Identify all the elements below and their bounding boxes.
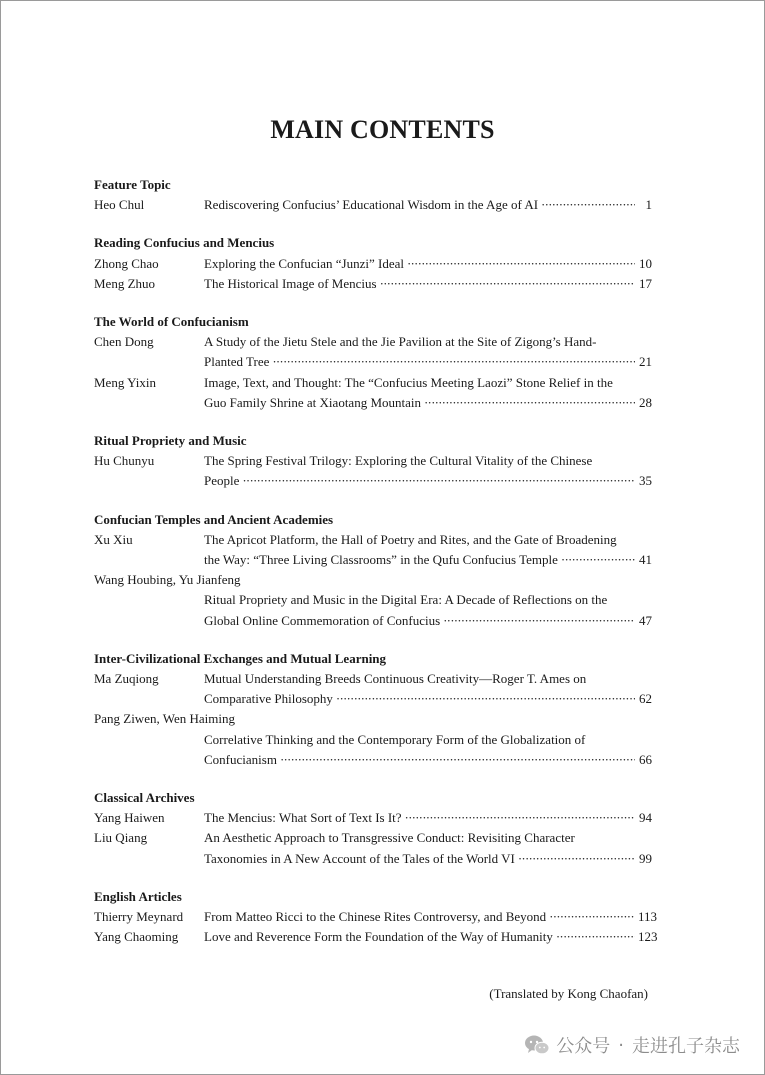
entry-title: [204, 254, 652, 274]
toc-entry[interactable]: [94, 332, 652, 372]
entry-title-line: Global Online Commemoration of Confucius: [204, 612, 441, 628]
entry-title: [204, 730, 652, 770]
entry-title: [204, 907, 658, 927]
entry-title-line: From Matteo Ricci to the Chinese Rites Controversy, and Beyond: [204, 909, 547, 925]
toc-section: [94, 312, 652, 413]
leader-dots: [405, 808, 635, 828]
watermark-separator: ·: [618, 1034, 624, 1056]
entry-title: [204, 373, 652, 413]
page-number: 10: [639, 255, 652, 271]
page-number: 17: [639, 275, 652, 291]
watermark-source: 公众号: [556, 1036, 611, 1057]
toc-entry[interactable]: [94, 828, 652, 868]
section-heading: Reading Confucius and Mencius: [94, 235, 275, 251]
page-number: 99: [639, 850, 652, 866]
section-heading: Classical Archives: [94, 790, 195, 806]
entry-title-line: Rediscovering Confucius’ Educational Wisdom in the Age of AI: [204, 197, 539, 213]
entry-title: [204, 332, 652, 372]
entry-author: Meng Yixin: [94, 374, 156, 390]
entry-author: Ma Zuqiong: [94, 671, 159, 687]
leader-dots: [549, 907, 635, 927]
page-number: 94: [639, 810, 652, 826]
toc-entry[interactable]: [94, 373, 652, 413]
page-title: MAIN CONTENTS: [270, 115, 495, 144]
entry-title-line: Exploring the Confucian “Junzi” Ideal: [204, 255, 404, 271]
toc-entry[interactable]: [94, 730, 652, 770]
entry-author: Meng Zhuo: [94, 275, 156, 291]
section-heading: The World of Confucianism: [94, 314, 249, 330]
entry-title: [204, 195, 652, 215]
watermark: [524, 1032, 740, 1058]
entry-author: Chen Dong: [94, 334, 154, 350]
leader-dots: [424, 393, 635, 413]
leader-dots: [556, 927, 635, 947]
entry-title-line: Guo Family Shrine at Xiaotang Mountain: [204, 394, 422, 410]
section-heading: Feature Topic: [94, 177, 171, 192]
translator-credit: (Translated by Kong Chaofan): [489, 986, 648, 1001]
entry-title-line: An Aesthetic Approach to Transgressive Conduct: Revisiting Character: [204, 830, 575, 846]
entry-author: Yang Chaoming: [94, 929, 179, 945]
entry-title-line: Ritual Propriety and Music in the Digital Era: A Decade of Reflections on the: [204, 592, 608, 608]
leader-dots: [242, 471, 635, 491]
page-number: 1: [645, 197, 652, 213]
page-number: 28: [639, 394, 652, 410]
leader-dots: [280, 750, 635, 770]
toc-section: [94, 510, 652, 631]
entry-title-line: People: [204, 473, 240, 489]
page-number: 21: [639, 354, 652, 370]
entry-title-line: A Study of the Jietu Stele and the Jie Pavilion at the Site of Zigong’s Hand-: [204, 334, 597, 350]
page-number: 41: [639, 552, 652, 568]
section-heading: Confucian Temples and Ancient Academies: [94, 511, 334, 527]
leader-dots: [541, 195, 635, 215]
page-number: 66: [639, 751, 652, 767]
section-heading: Ritual Propriety and Music: [94, 433, 247, 449]
toc-section: [94, 233, 652, 294]
toc-section: [94, 175, 652, 215]
entry-title: [204, 927, 658, 947]
entry-author: Pang Ziwen, Wen Haiming: [94, 711, 235, 727]
entry-title-line: The Historical Image of Mencius: [204, 275, 377, 291]
entry-title-line: The Spring Festival Trilogy: Exploring the Cultural Vitality of the Chinese: [204, 453, 593, 469]
entry-title: [204, 451, 652, 491]
entry-author: Xu Xiu: [94, 531, 133, 547]
leader-dots: [336, 689, 635, 709]
page-number: 35: [639, 473, 652, 489]
section-heading: English Articles: [94, 888, 182, 904]
leader-dots: [380, 274, 635, 294]
entry-author: Zhong Chao: [94, 255, 159, 271]
leader-dots: [272, 352, 635, 372]
leader-dots: [407, 254, 635, 274]
entry-title: [204, 274, 652, 294]
entry-title: [204, 669, 652, 709]
toc-entry[interactable]: [94, 274, 652, 294]
entry-title-line: Taxonomies in A New Account of the Tales of the World VI: [204, 850, 515, 866]
entry-author: Heo Chul: [94, 197, 145, 213]
page-number: 47: [639, 612, 652, 628]
entry-title-line: Correlative Thinking and the Contemporary Form of the Globalization of: [204, 731, 586, 747]
watermark-account: 走进孔子杂志: [632, 1036, 740, 1057]
toc-entry[interactable]: [94, 590, 652, 630]
entry-author: Yang Haiwen: [94, 810, 165, 826]
entry-title-line: Confucianism: [204, 751, 277, 767]
entry-title: [204, 590, 652, 630]
entry-title: [204, 530, 652, 570]
toc-section: [94, 649, 652, 770]
entry-title-line: Mutual Understanding Breeds Continuous Creativity—Roger T. Ames on: [204, 671, 587, 687]
toc-entry[interactable]: [94, 451, 652, 491]
entry-title-line: Love and Reverence Form the Foundation of the Way of Humanity: [204, 929, 553, 945]
toc-section: [94, 887, 658, 948]
page-number: 123: [638, 929, 658, 945]
entry-author: Hu Chunyu: [94, 453, 155, 469]
toc-entry[interactable]: [94, 927, 658, 947]
toc-entry[interactable]: [94, 195, 652, 215]
entry-title: [204, 828, 652, 868]
entry-title-line: Image, Text, and Thought: The “Confucius Meeting Laozi” Stone Relief in the: [204, 374, 613, 390]
toc-entry[interactable]: [94, 907, 658, 927]
toc-entry[interactable]: [94, 254, 652, 274]
entry-title: [204, 808, 652, 828]
leader-dots: [561, 550, 635, 570]
page-number: 113: [638, 909, 658, 925]
contents-list: [94, 175, 658, 966]
entry-title-line: The Mencius: What Sort of Text Is It?: [204, 810, 402, 826]
toc-entry[interactable]: [94, 530, 652, 570]
entry-title-line: Planted Tree: [204, 354, 270, 370]
toc-entry[interactable]: [94, 808, 652, 828]
entry-title-line: The Apricot Platform, the Hall of Poetry and Rites, and the Gate of Broadening: [204, 531, 617, 547]
entry-title-line: the Way: “Three Living Classrooms” in the Qufu Confucius Temple: [204, 552, 558, 568]
entry-author: Wang Houbing, Yu Jianfeng: [94, 572, 241, 588]
page-number: 62: [639, 691, 652, 707]
leader-dots: [443, 611, 635, 631]
toc-section: [94, 788, 652, 869]
section-heading: Inter-Civilizational Exchanges and Mutual Learning: [94, 650, 387, 666]
entry-author: Liu Qiang: [94, 830, 148, 846]
toc-section: [94, 431, 652, 492]
entry-author: Thierry Meynard: [94, 909, 184, 925]
wechat-icon: [524, 1034, 550, 1056]
toc-entry[interactable]: [94, 669, 652, 709]
entry-title-line: Comparative Philosophy: [204, 691, 333, 707]
leader-dots: [518, 849, 635, 869]
